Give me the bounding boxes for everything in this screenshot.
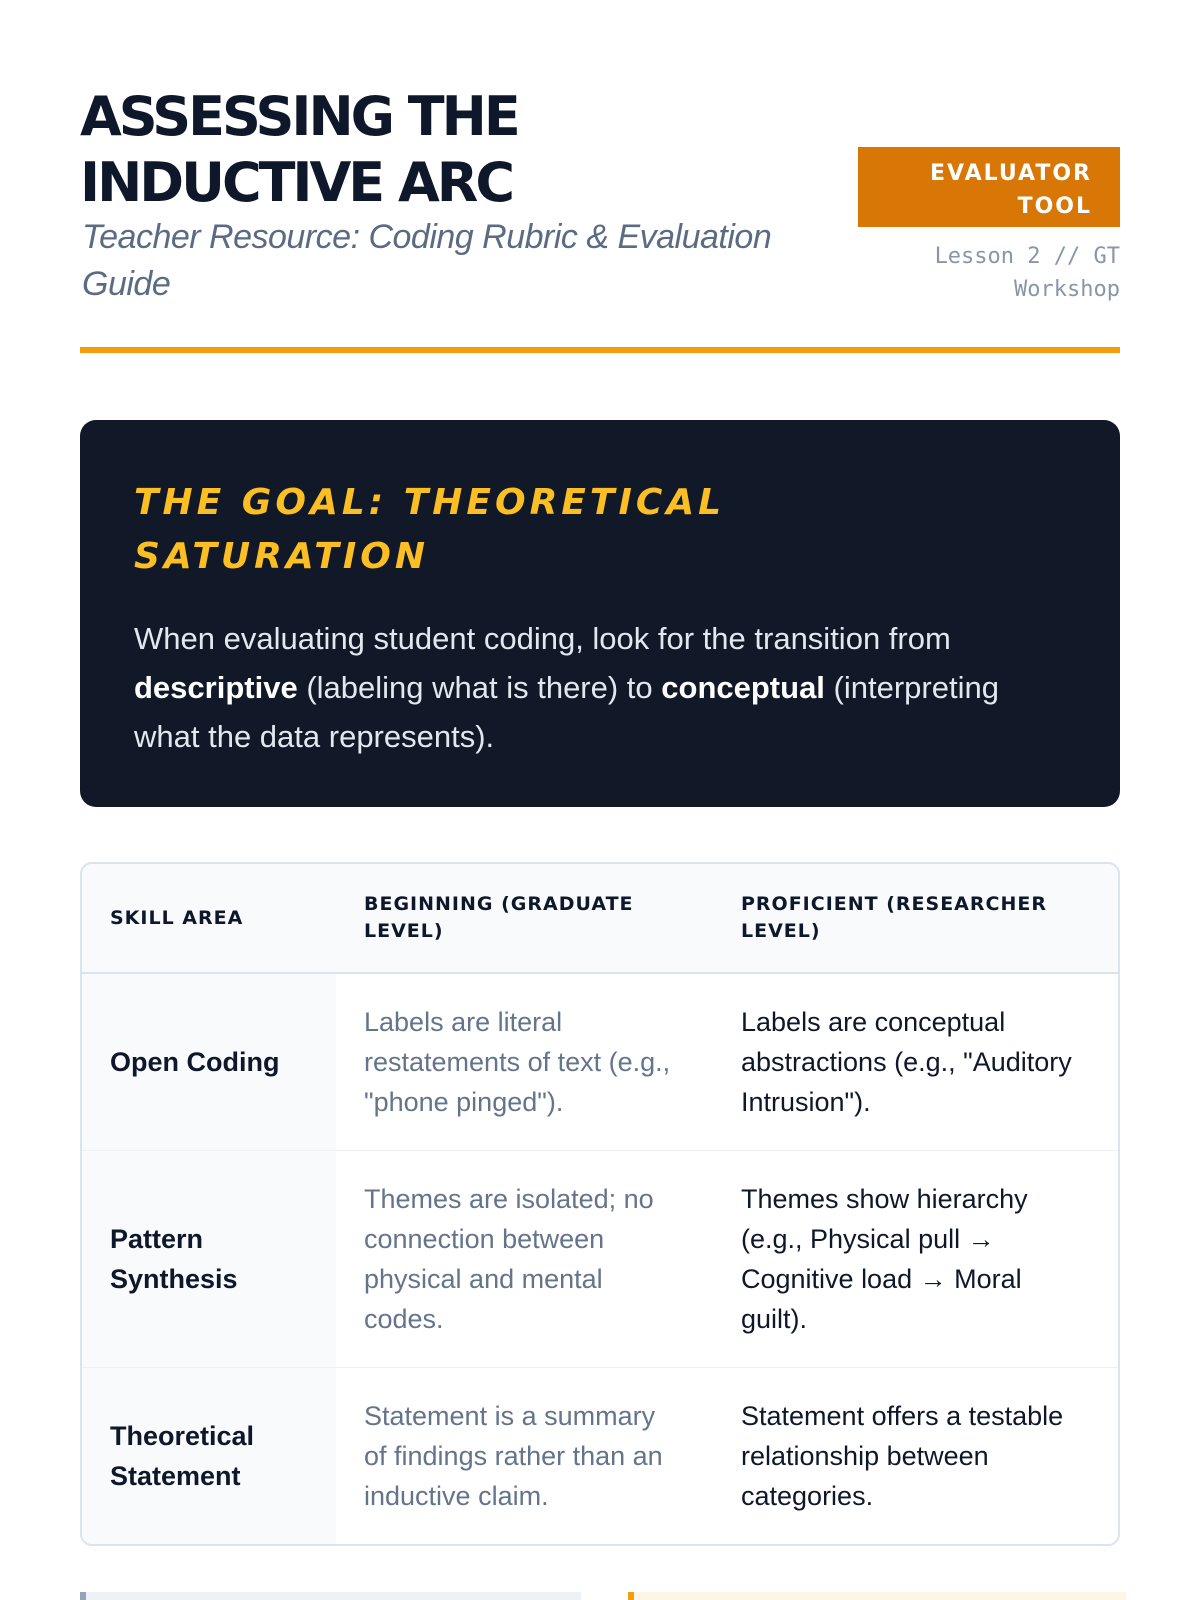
proficient-cell: Labels are conceptual abstractions (e.g., "Auditory Intrusion"). xyxy=(713,973,1118,1151)
column-header-beginning: BEGINNING (GRADUATE LEVEL) xyxy=(336,864,713,973)
header-divider xyxy=(80,347,1120,353)
table-row xyxy=(82,1368,1118,1545)
goal-title-line-1: THE GOAL: THEORETICAL xyxy=(134,482,726,523)
badge-line-1: EVALUATOR xyxy=(930,161,1092,186)
goal-text-after: (interpreting what the data represents). xyxy=(134,670,999,754)
goal-term-conceptual: conceptual xyxy=(661,670,825,705)
next-section-card-right xyxy=(628,1592,1126,1600)
page-title-line-2: INDUCTIVE ARC xyxy=(80,151,512,214)
page-title-line-1: ASSESSING THE xyxy=(80,85,518,148)
goal-text-before: When evaluating student coding, look for the transition from xyxy=(134,621,951,656)
goal-term-descriptive: descriptive xyxy=(134,670,298,705)
evaluator-tool-badge xyxy=(858,147,1120,227)
lesson-label xyxy=(890,240,1120,306)
lesson-label-line-1: Lesson 2 // GT xyxy=(934,244,1120,269)
page-title xyxy=(80,84,800,216)
proficient-cell: Themes show hierarchy (e.g., Physical pull → Cognitive load → Moral guilt). xyxy=(713,1151,1118,1368)
goal-text-middle: (labeling what is there) to xyxy=(297,670,662,705)
column-header-skill-area: SKILL AREA xyxy=(82,864,336,973)
column-header-proficient: PROFICIENT (RESEARCHER LEVEL) xyxy=(713,864,1118,973)
header xyxy=(80,0,1120,352)
goal-callout xyxy=(80,420,1120,807)
beginning-cell: Labels are literal restatements of text (e.g., "phone pinged"). xyxy=(336,973,713,1151)
beginning-cell: Themes are isolated; no connection between physical and mental codes. xyxy=(336,1151,713,1368)
beginning-cell: Statement is a summary of findings rather than an inductive claim. xyxy=(364,1401,663,1511)
rubric-table xyxy=(80,862,1120,1546)
table-row xyxy=(82,1151,1118,1368)
goal-title xyxy=(134,476,834,584)
goal-title-line-2: SATURATION xyxy=(134,536,429,577)
skill-cell: Pattern Synthesis xyxy=(82,1151,336,1368)
badge-line-2: TOOL xyxy=(1017,194,1092,219)
goal-text xyxy=(134,614,1034,761)
skill-cell: Open Coding xyxy=(82,973,336,1151)
proficient-cell: Statement offers a testable relationship between categories. xyxy=(741,1401,1064,1511)
next-section-card-left xyxy=(80,1592,581,1600)
table-header-row xyxy=(82,864,1118,973)
table-row xyxy=(82,973,1118,1151)
lesson-label-line-2: Workshop xyxy=(1014,277,1120,302)
page xyxy=(80,0,1120,1511)
skill-cell: Theoretical Statement xyxy=(82,1368,336,1545)
page-subtitle: Teacher Resource: Coding Rubric & Evaluation Guide xyxy=(82,218,772,303)
